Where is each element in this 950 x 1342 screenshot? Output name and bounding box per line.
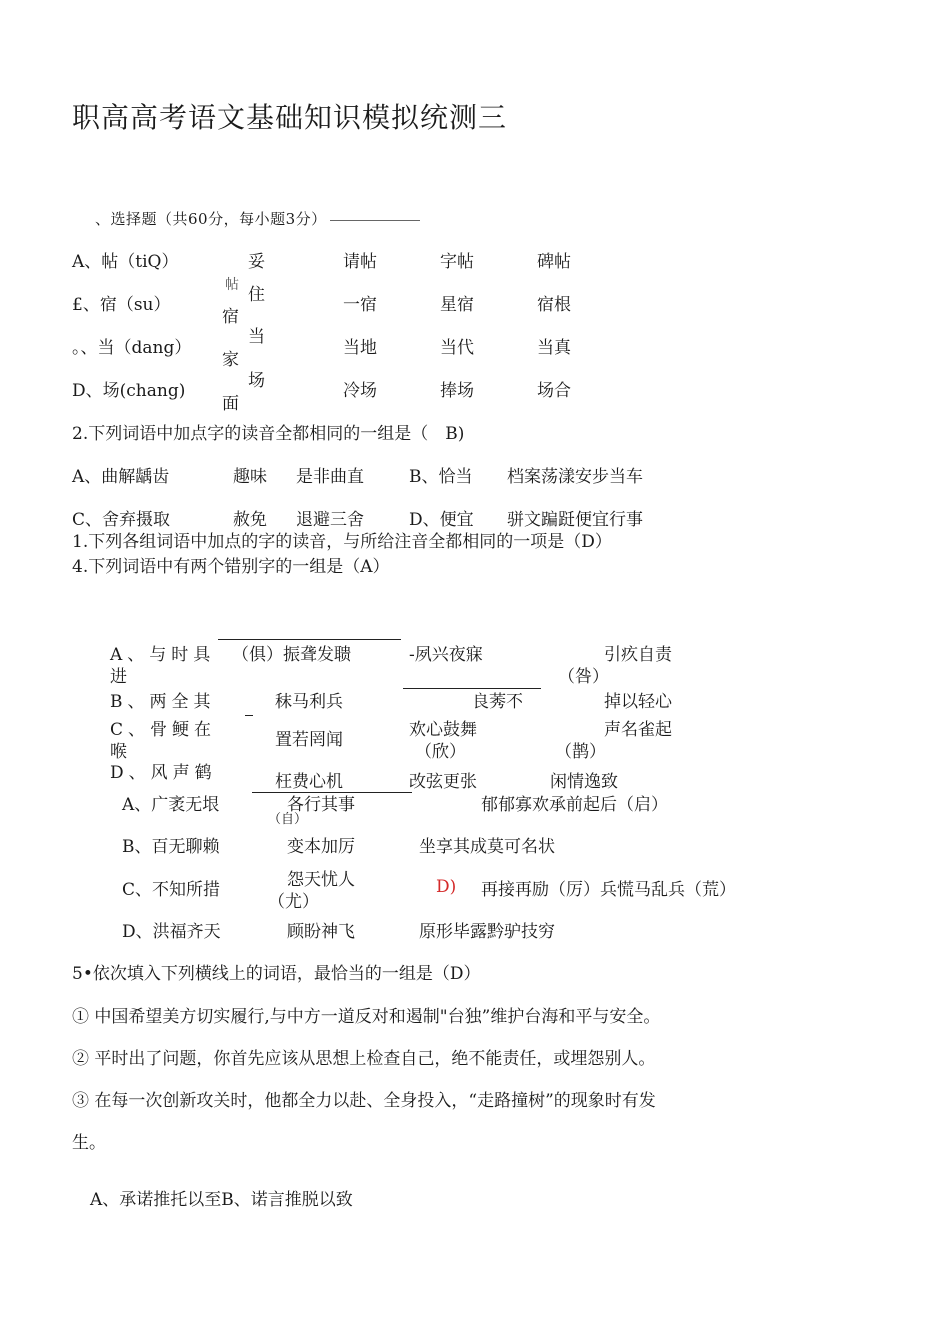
q1-a-word-3: 字帖	[440, 252, 474, 272]
q4-b1-d-2: 掉以轻心	[604, 692, 672, 712]
q1-b-word-1: 住	[248, 285, 265, 305]
q4-b2-b-4: 顾盼神飞	[287, 922, 355, 942]
q4-b2-c-3: 再接再励（厉）兵慌马乱兵（荒）	[481, 880, 736, 900]
q4-b2-b2-1: （自）	[268, 812, 308, 827]
q2-row1-e: 档案荡漾安步当车	[507, 467, 643, 487]
q2-row2-e: 骈文蹁跹便宜行事	[507, 510, 643, 530]
q1-a-word-2: 请帖	[343, 252, 377, 272]
q4-b2-c-4: 原形毕露黔驴技穷	[419, 922, 555, 942]
q1-b-word-2: 一宿	[343, 295, 377, 315]
q4-b1-d2-3: （鹊）	[555, 742, 606, 762]
q1-b-word-4: 宿根	[537, 295, 571, 315]
q2-row2-a: C、舍弃摄取	[72, 510, 171, 530]
q2-stem: 2.下列词语中加点字的读音全都相同的一组是（ B)	[72, 424, 465, 444]
rule-line	[218, 639, 401, 640]
q1-d-word-4: 场合	[537, 381, 571, 401]
rule-line	[245, 715, 253, 716]
q4-b2-a-2: B、百无聊赖	[122, 837, 220, 857]
q1-a-word-1: 妥	[248, 252, 265, 272]
q4-b1-c2-3: （欣）	[415, 742, 466, 762]
q1-side-char-3: 家	[222, 350, 239, 370]
q4-b2-b-2: 变本加厉	[287, 837, 355, 857]
q4-b1-b-1: （俱）振聋发聩	[232, 645, 351, 665]
q1b-stem: 1.下列各组词语中加点的字的读音，与所给注音全都相同的一项是（D）	[72, 532, 612, 552]
q4-b2-b-3: 怨天忧人	[287, 870, 355, 890]
q4-b1-c-2: 良莠不	[472, 692, 523, 712]
q4-b1-d-4: 闲情逸致	[550, 772, 618, 792]
q5-item-3: ③ 在每一次创新攻关时，他都全力以赴、全身投入，“走路撞树”的现象时有发	[72, 1091, 656, 1111]
q1-c-word-3: 当代	[440, 338, 474, 358]
q2-row2-c: 退避三舍	[296, 510, 364, 530]
q4-b1-b-3: 置若罔闻	[275, 730, 343, 750]
answer-mark: D)	[436, 877, 457, 897]
q4-b1-a-1-wrap: 进	[110, 667, 127, 687]
q4-stem: 4.下列词语中有两个错别字的一组是（A）	[72, 557, 390, 577]
q4-b2-a-1: A、广袤无垠	[122, 795, 220, 815]
q4-b1-c2-1: （咎）	[558, 667, 609, 687]
q2-row1-c: 是非曲直	[296, 467, 364, 487]
q1-d-word-3: 捧场	[440, 381, 474, 401]
q5-item-1: ① 中国希望美方切实履行,与中方一道反对和遏制"台独”维护台海和平与安全。	[72, 1007, 661, 1027]
q4-b1-c-4: 改弦更张	[409, 772, 477, 792]
q1-option-d: D、场(chang)	[72, 381, 186, 401]
q4-b1-a-1: A、与时具	[110, 645, 216, 665]
q1-c-word-1: 当	[248, 327, 265, 347]
q5-item-3-wrap: 生。	[72, 1133, 106, 1153]
q4-b1-b-4: 枉费心机	[275, 772, 343, 792]
strike-line	[330, 220, 420, 221]
q5-stem: 5•依次填入下列横线上的词语，最恰当的一组是（D）	[72, 964, 481, 984]
q5-item-2: ② 平时出了问题，你首先应该从思想上检查自己，绝不能责任，或埋怨别人。	[72, 1049, 656, 1069]
q4-b1-a-4: D、风声鹤	[110, 763, 217, 783]
q1-side-char-4: 面	[222, 394, 239, 414]
q1-side-char-2: 宿	[222, 307, 239, 327]
rule-line	[403, 688, 541, 689]
q4-b1-d-3: 声名雀起	[604, 720, 672, 740]
q1-d-word-1: 场	[248, 371, 265, 391]
q4-b2-b2-3: （尤）	[268, 892, 319, 912]
q5-answer-options: A、承诺推托以至B、诺言推脱以致	[90, 1190, 353, 1210]
q4-b1-d-1: 引疚自责	[604, 645, 672, 665]
q4-b1-a-2: B、两全其	[110, 692, 216, 712]
q4-b1-b-2: 秣马利兵	[275, 692, 343, 712]
q2-row1-b: 趣味	[233, 467, 267, 487]
q1-c-word-2: 当地	[343, 338, 377, 358]
q2-row1-d: B、恰当	[409, 467, 473, 487]
q1-d-word-2: 冷场	[343, 381, 377, 401]
q4-b2-a-4: D、洪福齐天	[122, 922, 221, 942]
q2-row2-b: 赦免	[233, 510, 267, 530]
q4-b1-a-3-wrap: 喉	[110, 742, 127, 762]
page-title: 职高高考语文基础知识模拟统测三	[72, 101, 508, 134]
q1-option-a: A、帖（tiQ）	[72, 252, 179, 272]
q1-c-word-4: 当真	[537, 338, 571, 358]
q2-row2-d: D、便宜	[409, 510, 474, 530]
q2-row1-a: A、曲解龋齿	[72, 467, 170, 487]
q4-b1-c-1: -夙兴夜寐	[409, 645, 483, 665]
q4-b2-c-1: 郁郁寡欢承前起后（启）	[481, 795, 668, 815]
q1-b-word-3: 星宿	[440, 295, 474, 315]
q1-option-b: £、宿（su）	[72, 295, 171, 315]
q4-b1-a-3: C、骨鲠在	[110, 720, 217, 740]
q4-b2-a-3: C、不知所措	[122, 880, 221, 900]
q1-side-char-1: 帖	[225, 277, 239, 293]
q1-a-word-4: 碑帖	[537, 252, 571, 272]
q4-b2-c-2: 坐享其成莫可名状	[419, 837, 555, 857]
q1-option-c: 。、当（dang）	[72, 338, 192, 358]
q4-b2-b-1: 各行其事	[287, 795, 355, 815]
q4-b1-c-3: 欢心鼓舞	[409, 720, 477, 740]
section-header: 、选择题（共60分，每小题3分）	[95, 210, 327, 228]
